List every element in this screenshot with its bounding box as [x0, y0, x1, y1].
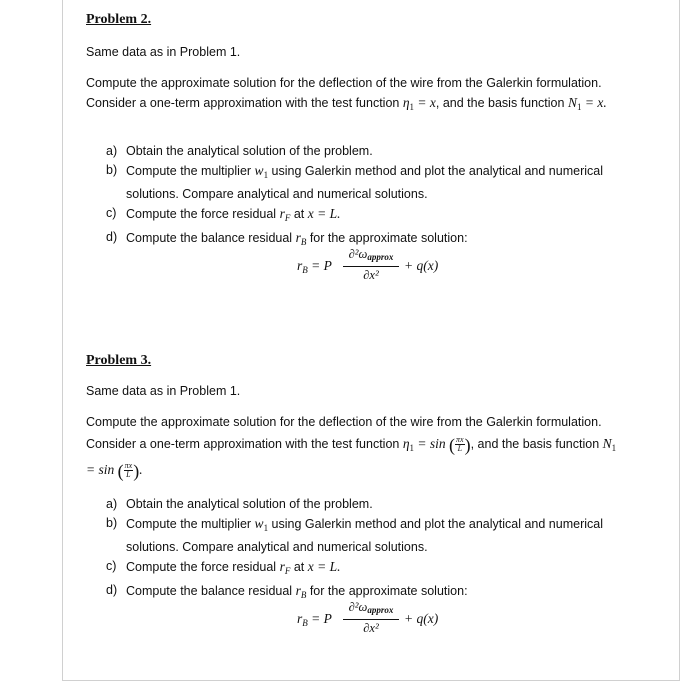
problem-2-title: Problem 2.: [86, 12, 152, 27]
problem-2-same-data: Same data as in Problem 1.: [86, 45, 241, 59]
problem-2-balance-residual-equation: $r_B = P$ $\partial^2\omega_{approx}$ ∂x² + q(x): [297, 247, 439, 282]
problem-2-intro-text: Compute the approximate solution for the deflection of the wire from the Galerkin formulation. Consider a one-term approximation with the test function: [86, 76, 602, 110]
list-item: d) Compute the balance residual $r_B$ for the approximate solution:: [106, 583, 468, 600]
list-item: c) Compute the force residual $r_F$ at x = L.: [106, 206, 341, 223]
problem-3-same-data: Same data as in Problem 1.: [86, 384, 241, 398]
list-item: a) Obtain the analytical solution of the problem.: [106, 144, 373, 158]
list-item: a) Obtain the analytical solution of the problem.: [106, 497, 373, 511]
problem-2-test-function: $\eta_1 = x$: [402, 95, 436, 112]
list-item: d) Compute the balance residual $r_B$ for the approximate solution:: [106, 230, 468, 247]
problem-3-intro-mid: , and the basis function: [470, 437, 600, 451]
problem-3-task-list: [106, 495, 626, 605]
list-item: b) Compute the multiplier $w_1$ using Galerkin method and plot the analytical and numerical solutions. Compare analytical and numerical solutions.: [106, 516, 603, 554]
list-item: b) Compute the multiplier $w_1$ using Galerkin method and plot the analytical and numerical solutions. Compare analytical and numerical solutions.: [106, 163, 603, 201]
problem-3-basis-function: $N_1 = \sin$ ( $\frac{\pi x}{L}$ ).: [86, 436, 617, 481]
problem-3-balance-residual-equation: $r_B = P$ $\partial^2\omega_{approx}$ ∂x² + q(x): [297, 600, 439, 635]
problem-3-intro: [86, 412, 621, 481]
problem-2-intro-mid: , and the basis function: [435, 96, 565, 110]
problem-2-intro: [86, 74, 621, 117]
problem-3-intro-text: Compute the approximate solution for the deflection of the wire from the Galerkin formulation. Consider a one-term approximation with the test function: [86, 415, 602, 451]
problem-2-basis-function: $N_1 = x$.: [567, 95, 607, 112]
list-item: c) Compute the force residual $r_F$ at x = L.: [106, 559, 341, 576]
problem-3-test-function: $\eta_1 = \sin$ ( $\frac{\pi x}{L}$ ): [402, 434, 471, 455]
problem-2-task-list: [106, 142, 626, 252]
problem-3-title: Problem 3.: [86, 353, 152, 368]
